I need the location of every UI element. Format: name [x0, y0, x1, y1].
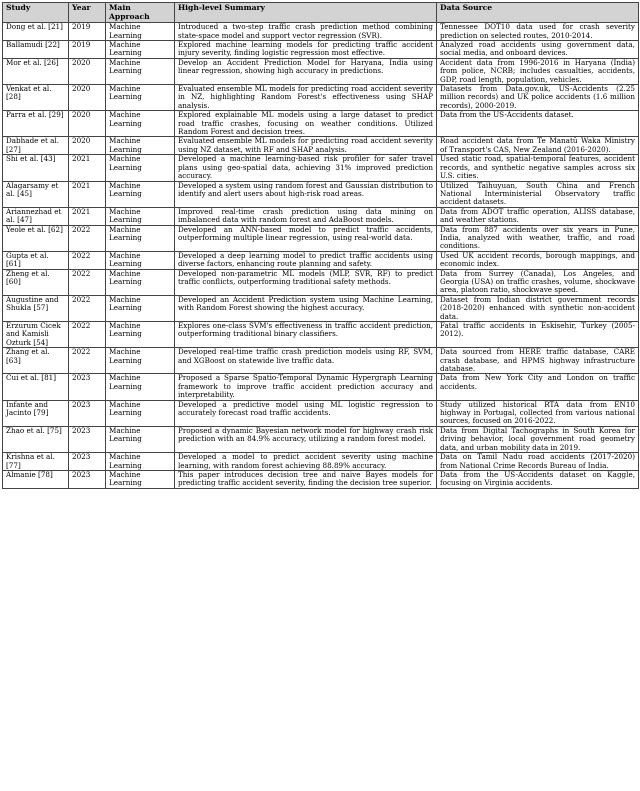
- table-row: [3, 58, 639, 84]
- cell-study: Krishna et al. [77]: [3, 453, 69, 471]
- cell-summary: Develop an Accident Prediction Model for Haryana, India using linear regression, showing high accuracy in predictions.: [175, 58, 437, 84]
- cell-study: Ballamudi [22]: [3, 41, 69, 59]
- cell-study: Gupta et al. [61]: [3, 251, 69, 269]
- cell-year: 2020: [69, 58, 106, 84]
- cell-source: Data from the US-Accidents dataset on Kaggle, focusing on Virginia accidents.: [437, 470, 639, 488]
- cell-summary: Developed real-time traffic crash prediction models using RF, SVM, and XGBoost on statewide live traffic data.: [175, 348, 437, 374]
- cell-year: 2019: [69, 23, 106, 41]
- table-row: [3, 85, 639, 111]
- cell-study: Dong et al. [21]: [3, 23, 69, 41]
- cell-approach: Machine Learning: [106, 348, 175, 374]
- table-body: [3, 23, 639, 489]
- table-row: [3, 23, 639, 41]
- cell-year: 2022: [69, 251, 106, 269]
- cell-study: Mor et al. [26]: [3, 58, 69, 84]
- cell-year: 2022: [69, 322, 106, 348]
- cell-year: 2021: [69, 155, 106, 181]
- cell-summary: Proposed a Sparse Spatio-Temporal Dynamic Hypergraph Learning framework to improve traffic accident prediction accuracy and interpretability.: [175, 374, 437, 400]
- header-summary: High-level Summary: [175, 3, 437, 23]
- cell-source: Datasets from Data.gov.uk, US-Accidents (2.25 million records) and UK police accidents (1.6 million records), 2000-2019.: [437, 85, 639, 111]
- table-row: [3, 137, 639, 155]
- table-row: [3, 251, 639, 269]
- cell-year: 2020: [69, 85, 106, 111]
- cell-approach: Machine Learning: [106, 41, 175, 59]
- table-row: [3, 400, 639, 426]
- cell-approach: Machine Learning: [106, 58, 175, 84]
- cell-year: 2023: [69, 426, 106, 452]
- cell-summary: This paper introduces decision tree and naive Bayes models for predicting traffic accident severity, finding the decision tree superior.: [175, 470, 437, 488]
- cell-source: Fatal traffic accidents in Eskisehir, Turkey (2005-2012).: [437, 322, 639, 348]
- cell-study: Erzurum Cicek and Kamisli Ozturk [54]: [3, 322, 69, 348]
- cell-source: Analyzed road accidents using government data, social media, and onboard devices.: [437, 41, 639, 59]
- header-year: Year: [69, 3, 106, 23]
- cell-source: Data from ADOT traffic operation, ALISS database, and weather stations.: [437, 207, 639, 225]
- table-row: [3, 155, 639, 181]
- table-header-row: [3, 3, 639, 23]
- cell-summary: Proposed a dynamic Bayesian network model for highway crash risk prediction with an 84.9% accuracy, utilizing a random forest model.: [175, 426, 437, 452]
- cell-study: Cui et al. [81]: [3, 374, 69, 400]
- cell-source: Data from Digital Tachographs in South Korea for driving behavior, local government road geometry data, and urban mobility data in 2019.: [437, 426, 639, 452]
- cell-study: Venkat et al. [28]: [3, 85, 69, 111]
- cell-summary: Evaluated ensemble ML models for predicting road accident severity in NZ, highlighting Random Forest's effectiveness using SHAP analysis.: [175, 85, 437, 111]
- cell-study: Dabhade et al. [27]: [3, 137, 69, 155]
- cell-source: Tennessee DOT10 data used for crash severity prediction on selected routes, 2010-2014.: [437, 23, 639, 41]
- table-row: [3, 225, 639, 251]
- cell-summary: Evaluated ensemble ML models for predicting road accident severity using NZ dataset, with RF and SHAP analysis.: [175, 137, 437, 155]
- cell-approach: Machine Learning: [106, 137, 175, 155]
- cell-summary: Developed a system using random forest and Gaussian distribution to identify and alert users about high-risk road areas.: [175, 181, 437, 207]
- cell-approach: Machine Learning: [106, 374, 175, 400]
- table-row: [3, 453, 639, 471]
- cell-approach: Machine Learning: [106, 207, 175, 225]
- cell-approach: Machine Learning: [106, 225, 175, 251]
- cell-approach: Machine Learning: [106, 23, 175, 41]
- table-row: [3, 181, 639, 207]
- cell-summary: Developed a deep learning model to predict traffic accidents using diverse factors, enhancing route planning and safety.: [175, 251, 437, 269]
- cell-source: Study utilized historical RTA data from EN10 highway in Portugal, collected from various national sources, focused on 2016-2022.: [437, 400, 639, 426]
- header-data-source: Data Source: [437, 3, 639, 23]
- cell-year: 2019: [69, 41, 106, 59]
- cell-source: Data from New York City and London on traffic accidents.: [437, 374, 639, 400]
- cell-study: Shi et al. [43]: [3, 155, 69, 181]
- cell-year: 2022: [69, 269, 106, 295]
- cell-year: 2022: [69, 348, 106, 374]
- cell-study: Zheng et al. [60]: [3, 269, 69, 295]
- cell-summary: Developed an Accident Prediction system using Machine Learning, with Random Forest showing the highest accuracy.: [175, 295, 437, 321]
- cell-year: 2021: [69, 207, 106, 225]
- cell-summary: Developed a predictive model using ML logistic regression to accurately forecast road traffic accidents.: [175, 400, 437, 426]
- cell-year: 2023: [69, 470, 106, 488]
- cell-approach: Machine Learning: [106, 111, 175, 137]
- table-row: [3, 269, 639, 295]
- cell-approach: Machine Learning: [106, 295, 175, 321]
- table-row: [3, 374, 639, 400]
- cell-study: Parra et al. [29]: [3, 111, 69, 137]
- cell-summary: Explores one-class SVM's effectiveness in traffic accident prediction, outperforming traditional binary classifiers.: [175, 322, 437, 348]
- cell-year: 2020: [69, 111, 106, 137]
- cell-source: Data sourced from HERE traffic database, CARE crash database, and HPMS highway infrastructure database.: [437, 348, 639, 374]
- cell-summary: Explored machine learning models for predicting traffic accident injury severity, finding logistic regression most effective.: [175, 41, 437, 59]
- table-row: [3, 426, 639, 452]
- cell-summary: Introduced a two-step traffic crash prediction method combining state-space model and support vector regression (SVR).: [175, 23, 437, 41]
- cell-source: Data from 887 accidents over six years in Pune, India, analyzed with weather, traffic, and road conditions.: [437, 225, 639, 251]
- table-row: [3, 322, 639, 348]
- cell-approach: Machine Learning: [106, 85, 175, 111]
- cell-study: Zhang et al. [63]: [3, 348, 69, 374]
- cell-source: Data on Tamil Nadu road accidents (2017-2020) from National Crime Records Bureau of India.: [437, 453, 639, 471]
- cell-source: Utilized Taihuyuan, South China and French National Interministerial Observatory traffic accident datasets.: [437, 181, 639, 207]
- cell-approach: Machine Learning: [106, 181, 175, 207]
- cell-approach: Machine Learning: [106, 155, 175, 181]
- cell-summary: Developed non-parametric ML models (MLP, SVR, RF) to predict traffic conflicts, outperforming traditional safety methods.: [175, 269, 437, 295]
- cell-summary: Developed a model to predict accident severity using machine learning, with random forest achieving 88.89% accuracy.: [175, 453, 437, 471]
- cell-approach: Machine Learning: [106, 453, 175, 471]
- cell-source: Dataset from Indian district government records (2018-2020) enhanced with synthetic non-accident data.: [437, 295, 639, 321]
- cell-study: Infante and Jacinto [79]: [3, 400, 69, 426]
- cell-study: Zhao et al. [75]: [3, 426, 69, 452]
- cell-approach: Machine Learning: [106, 400, 175, 426]
- table-row: [3, 207, 639, 225]
- literature-table: [2, 2, 639, 489]
- cell-study: Alagarsamy et al. [45]: [3, 181, 69, 207]
- table-row: [3, 41, 639, 59]
- cell-summary: Developed a machine learning-based risk profiler for safer travel plans using geo-spatial data, achieving 31% improved prediction accuracy.: [175, 155, 437, 181]
- cell-source: Used UK accident records, borough mappings, and economic index.: [437, 251, 639, 269]
- cell-year: 2022: [69, 295, 106, 321]
- cell-source: Road accident data from Te Manatū Waka Ministry of Transport's CAS, New Zealand (2016-2020).: [437, 137, 639, 155]
- cell-summary: Developed an ANN-based model to predict traffic accidents, outperforming multiple linear regression, using real-world data.: [175, 225, 437, 251]
- cell-source: Accident data from 1996-2016 in Haryana (India) from police, NCRB; includes casualties, accidents, GDP, road length, population, vehicles.: [437, 58, 639, 84]
- table-row: [3, 295, 639, 321]
- cell-source: Used static road, spatial-temporal features, accident records, and synthetic negative samples across six U.S. cities.: [437, 155, 639, 181]
- cell-study: Ariannezhad et al. [47]: [3, 207, 69, 225]
- header-main-approach: Main Approach: [106, 3, 175, 23]
- cell-year: 2022: [69, 225, 106, 251]
- cell-year: 2020: [69, 137, 106, 155]
- cell-study: Yeole et al. [62]: [3, 225, 69, 251]
- cell-source: Data from the US-Accidents dataset.: [437, 111, 639, 137]
- cell-year: 2023: [69, 400, 106, 426]
- cell-year: 2023: [69, 453, 106, 471]
- cell-approach: Machine Learning: [106, 470, 175, 488]
- table-row: [3, 111, 639, 137]
- cell-year: 2023: [69, 374, 106, 400]
- cell-study: Almanie [78]: [3, 470, 69, 488]
- cell-source: Data from Surrey (Canada), Los Angeles, and Georgia (USA) on traffic crashes, volume, shockwave area, platoon ratio, shockwave speed.: [437, 269, 639, 295]
- cell-approach: Machine Learning: [106, 426, 175, 452]
- table-row: [3, 348, 639, 374]
- cell-year: 2021: [69, 181, 106, 207]
- table-row: [3, 470, 639, 488]
- cell-summary: Explored explainable ML models using a large dataset to predict road traffic crashes, focusing on weather conditions. Utilized Random Forest and decision trees.: [175, 111, 437, 137]
- cell-approach: Machine Learning: [106, 322, 175, 348]
- cell-study: Augustine and Shukla [57]: [3, 295, 69, 321]
- cell-approach: Machine Learning: [106, 251, 175, 269]
- cell-approach: Machine Learning: [106, 269, 175, 295]
- header-study: Study: [3, 3, 69, 23]
- cell-summary: Improved real-time crash prediction using data mining on imbalanced data with random forest and AdaBoost models.: [175, 207, 437, 225]
